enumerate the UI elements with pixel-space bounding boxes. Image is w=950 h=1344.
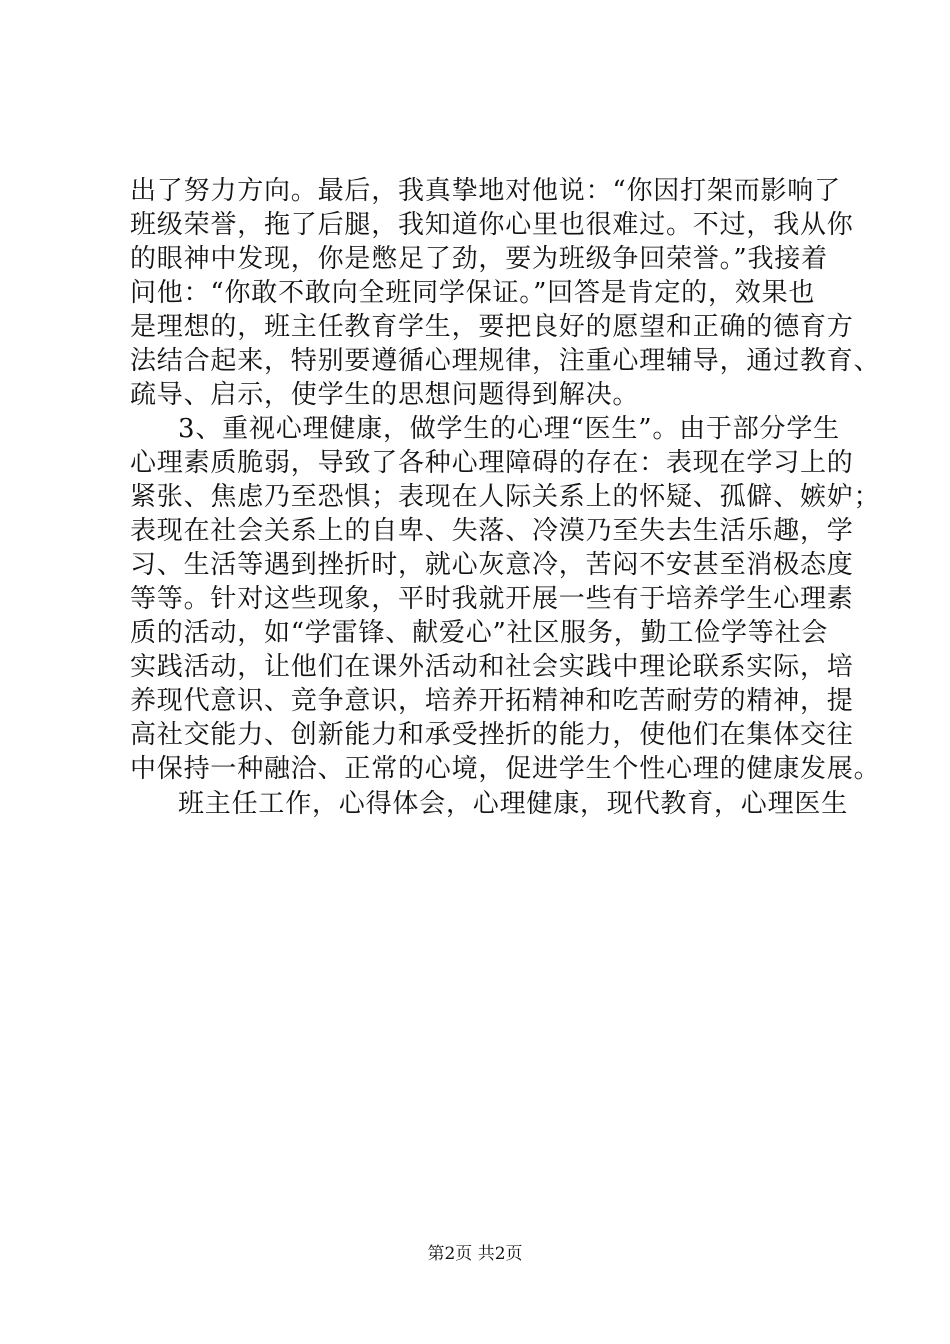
paragraph2-line: 习、生活等遇到挫折时，就心灰意冷，苦闷不安甚至消极态度 [130, 550, 854, 580]
paragraph2-line: 等等。针对这些现象，平时我就开展一些有于培养学生心理素 [130, 584, 854, 614]
keywords-line: 班主任工作，心得体会，心理健康，现代教育，心理医生 [178, 789, 849, 819]
paragraph2-line: 表现在社会关系上的自卑、失落、冷漠乃至失去生活乐趣，学 [130, 516, 854, 546]
paragraph2-line: 紧张、焦虑乃至恐惧；表现在人际关系上的怀疑、孤僻、嫉妒； [130, 482, 881, 512]
paragraph1-line: 疏导、启示，使学生的思想问题得到解决。 [130, 380, 640, 410]
paragraph1-line: 班级荣誉，拖了后腿，我知道你心里也很难过。不过，我从你 [130, 210, 854, 240]
page-footer: 第2页 共2页 [427, 1244, 523, 1264]
paragraph1-line: 的眼神中发现，你是憋足了劲，要为班级争回荣誉。”我接着 [130, 244, 828, 274]
paragraph2-line: 实践活动，让他们在课外活动和社会实践中理论联系实际，培 [130, 652, 854, 682]
paragraph1-line: 是理想的，班主任教育学生，要把良好的愿望和正确的德育方 [130, 312, 854, 342]
paragraph2-line: 养现代意识、竞争意识，培养开拓精神和吃苦耐劳的精神，提 [130, 686, 854, 716]
paragraph2-line: 心理素质脆弱，导致了各种心理障碍的存在：表现在学习上的 [130, 448, 854, 478]
paragraph2-line: 高社交能力、创新能力和承受挫折的能力，使他们在集体交往 [130, 720, 854, 750]
paragraph1-line: 问他：“你敢不敢向全班同学保证。”回答是肯定的，效果也 [130, 278, 816, 308]
paragraph1-line: 法结合起来，特别要遵循心理规律，注重心理辅导，通过教育、 [130, 346, 881, 376]
paragraph2-line: 中保持一种融洽、正常的心境，促进学生个性心理的健康发展。 [130, 754, 881, 784]
paragraph2-line: 3、重视心理健康，做学生的心理“医生”。由于部分学生 [178, 414, 840, 444]
paragraph1-line: 出了努力方向。最后，我真挚地对他说：“你因打架而影响了 [130, 176, 841, 206]
paragraph2-line: 质的活动，如“学雷锋、献爱心”社区服务，勤工俭学等社会 [130, 618, 829, 648]
